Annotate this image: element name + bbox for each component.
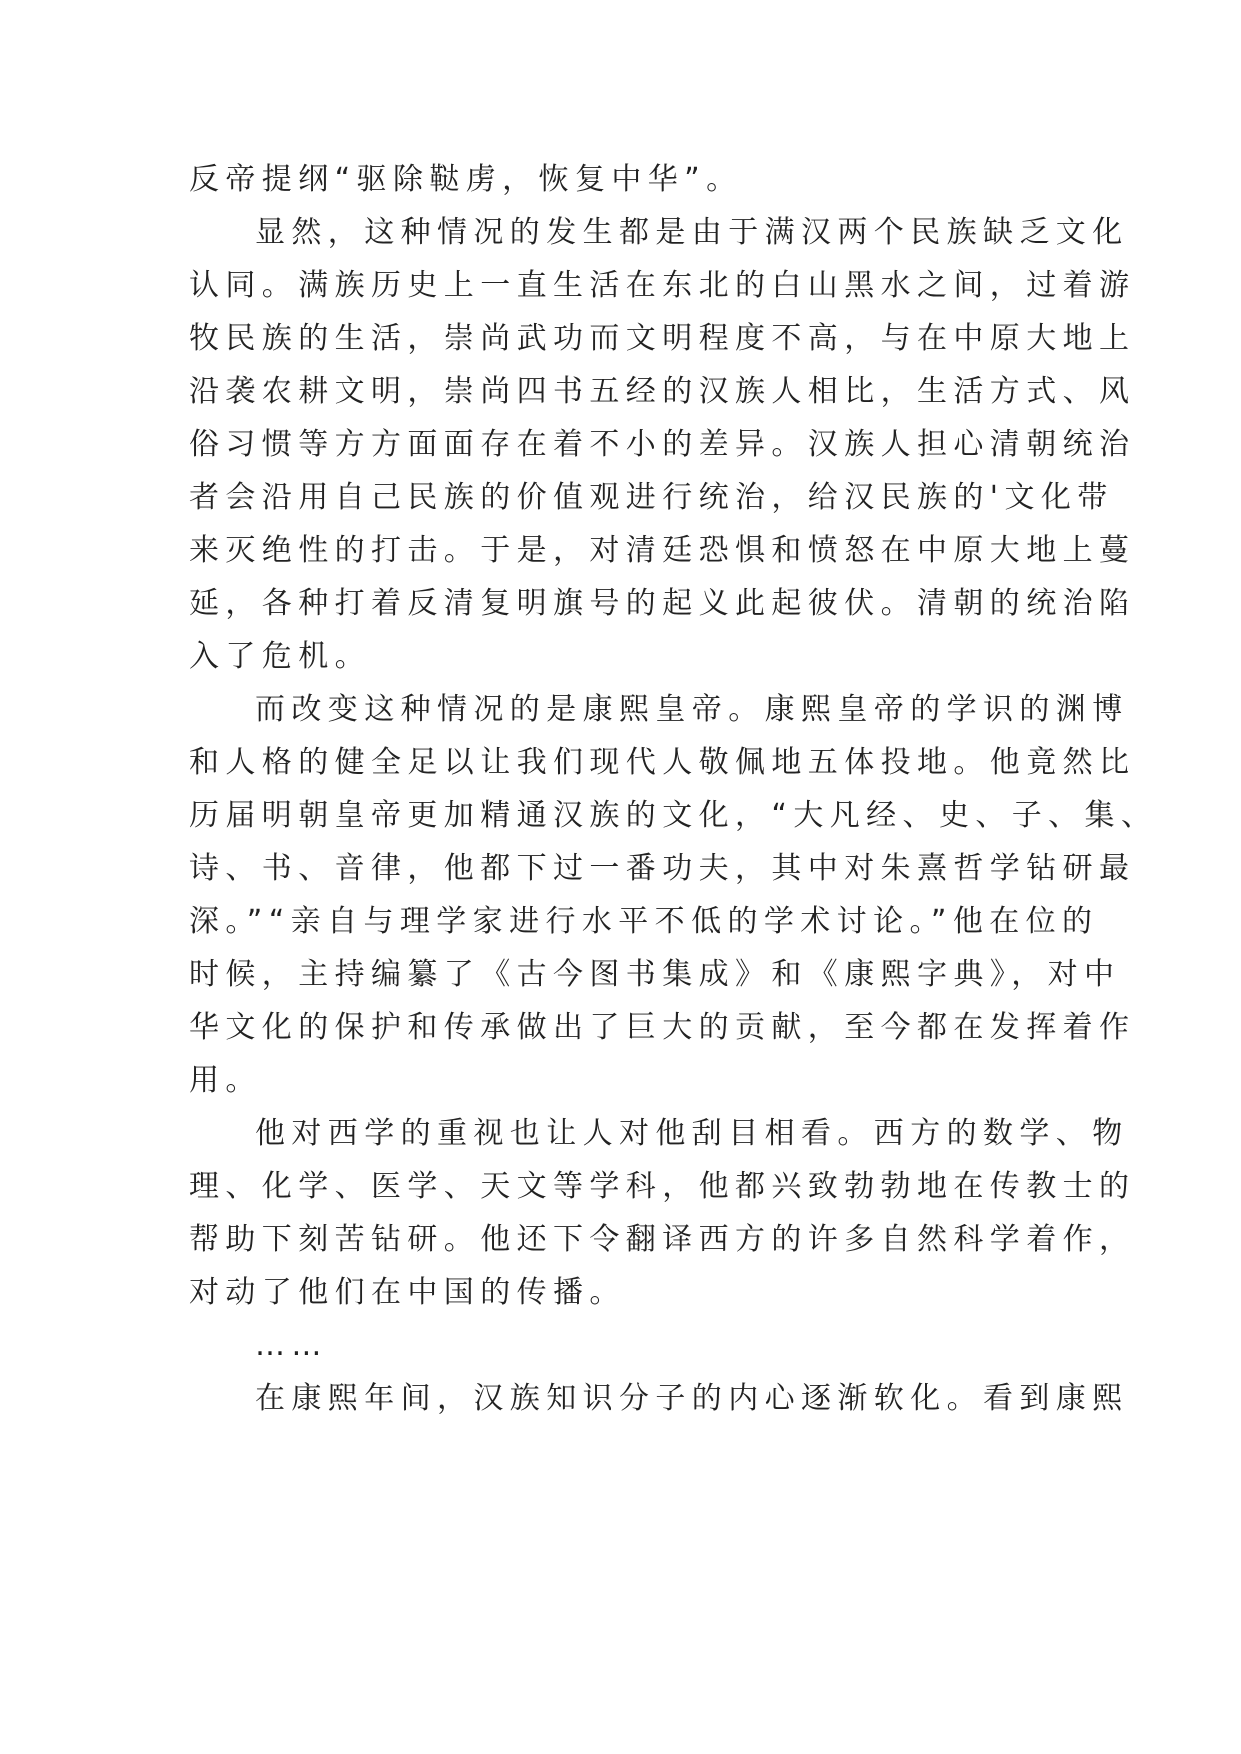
text-line: 诗、书、音律，他都下过一番功夫，其中对朱熹哲学钻研最 — [189, 851, 1136, 886]
text-line: 帮助下刻苦钻研。他还下令翻译西方的许多自然科学着作， — [189, 1222, 1136, 1257]
text-line: 在康熙年间，汉族知识分子的内心逐渐软化。看到康熙 — [255, 1381, 1129, 1416]
text-line: 对动了他们在中国的传播。 — [189, 1275, 626, 1310]
text-line: 俗习惯等方方面面存在着不小的差异。汉族人担心清朝统治 — [189, 427, 1136, 462]
text-line: 反帝提纲“驱除鞑虏，恢复中华”。 — [189, 162, 743, 197]
text-line: 认同。满族历史上一直生活在东北的白山黑水之间，过着游 — [189, 268, 1136, 303]
text-line: 和人格的健全足以让我们现代人敬佩地五体投地。他竟然比 — [189, 745, 1136, 780]
text-line: 时候，主持编纂了《古今图书集成》和《康熙字典》，对中 — [189, 957, 1121, 992]
text-line: 他对西学的重视也让人对他刮目相看。西方的数学、物 — [255, 1116, 1129, 1151]
text-line: 用。 — [189, 1063, 262, 1098]
text-line: 而改变这种情况的是康熙皇帝。康熙皇帝的学识的渊博 — [255, 692, 1129, 727]
text-line: 入了危机。 — [189, 639, 371, 674]
text-line: 牧民族的生活，崇尚武功而文明程度不高，与在中原大地上 — [189, 321, 1136, 356]
text-line: 沿袭农耕文明，崇尚四书五经的汉族人相比，生活方式、风 — [189, 374, 1136, 409]
text-line: 来灭绝性的打击。于是，对清廷恐惧和愤怒在中原大地上蔓 — [189, 533, 1136, 568]
text-line: 理、化学、医学、天文等学科，他都兴致勃勃地在传教士的 — [189, 1169, 1136, 1204]
text-line: 延，各种打着反清复明旗号的起义此起彼伏。清朝的统治陷 — [189, 586, 1136, 621]
ellipsis-line: …… — [255, 1328, 328, 1363]
text-line: 者会沿用自己民族的价值观进行统治，给汉民族的'文化带 — [189, 480, 1114, 515]
text-line: 显然，这种情况的发生都是由于满汉两个民族缺乏文化 — [255, 215, 1129, 250]
text-line: 深。”“亲自与理学家进行水平不低的学术讨论。”他在位的 — [189, 904, 1099, 939]
text-line: 华文化的保护和传承做出了巨大的贡献，至今都在发挥着作 — [189, 1010, 1136, 1045]
text-line: 历届明朝皇帝更加精通汉族的文化，“大凡经、史、子、集、 — [189, 798, 1158, 833]
